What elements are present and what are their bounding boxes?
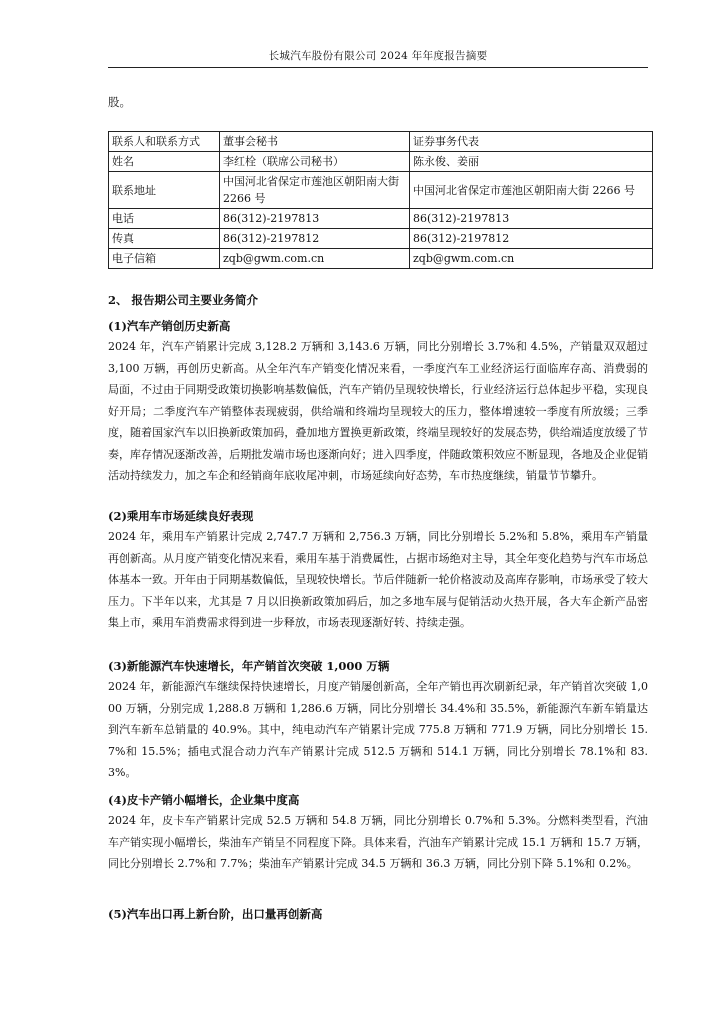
table-header-row: [109, 132, 653, 152]
subsection-body: 2024 年，乘用车产销累计完成 2,747.7 万辆和 2,756.3 万辆，同比分别增长 5.2%和 5.8%，乘用车产销量再创新高。从月度产销变化情况来看，乘用车基于消费属性，占据市场绝对主导，其全年变化趋势与汽车市场总体基本一致。开年由于同期基数偏低，呈现较快增长。节后伴随新一轮价格波动及高库存影响，市场承受了较大压力。下半年以来，尤其是 7 月以旧换新政策加码后，加之多地车展与促销活动火热开展，各大车企新产品密集上市，乘用车消费需求得到进一步释放，市场表现逐渐好转、持续走强。: [108, 530, 648, 629]
header-divider: [108, 67, 648, 68]
table-cell: 86(312)-2197812: [410, 229, 653, 249]
subsection-body: 2024 年，皮卡车产销累计完成 52.5 万辆和 54.8 万辆，同比分别增长 0.7%和 5.3%。分燃料类型看，汽油车产销实现小幅增长，柴油车产销呈不同程度下降。具体来看，汽油车产销累计完成 15.1 万辆和 15.7 万辆，同比分别增长 2.7%和 7.7%；柴油车产销累计完成 34.5 万辆和 36.3 万辆，同比分别下降 5.1%和 0.2%。: [108, 814, 648, 870]
subsection-body: 2024 年，新能源汽车继续保持快速增长，月度产销屡创新高，全年产销也再次刷新纪录，年产销首次突破 1,000 万辆，分别完成 1,288.8 万辆和 1,286.6 万辆，同比分别增长 34.4%和 35.5%，新能源汽车新车销量达到汽车新车总销量的 40.9%。其中，纯电动汽车产销累计完成 775.8 万辆和 771.9 万辆，同比分别增长 15.7%和 15.5%；插电式混合动力汽车产销累计完成 512.5 万辆和 514.1 万辆，同比分别增长 78.1%和 83.3%。: [108, 680, 648, 779]
subsection-title: (5)汽车出口再上新台阶，出口量再创新高: [108, 907, 323, 921]
table-cell: 中国河北省保定市莲池区朝阳南大街 2266 号: [220, 172, 410, 209]
table-cell-label: 电子信箱: [109, 249, 220, 269]
table-cell: 中国河北省保定市莲池区朝阳南大街 2266 号: [410, 172, 653, 209]
table-cell-label: 电话: [109, 209, 220, 229]
contact-info-table: [108, 131, 653, 269]
table-row: [109, 249, 653, 269]
table-cell: 李红栓（联席公司秘书）: [220, 152, 410, 172]
page-header-title: 长城汽车股份有限公司 2024 年年度报告摘要: [268, 50, 488, 62]
email-cell[interactable]: zqb@gwm.com.cn: [410, 249, 653, 269]
table-cell: 陈永俊、姜丽: [410, 152, 653, 172]
table-row: [109, 172, 653, 209]
subsection-title: (4)皮卡产销小幅增长，企业集中度高: [108, 793, 300, 807]
continued-text-fragment: 股。: [108, 95, 131, 109]
table-cell-label: 姓名: [109, 152, 220, 172]
subsection-body: 2024 年，汽车产销累计完成 3,128.2 万辆和 3,143.6 万辆，同比分别增长 3.7%和 4.5%，产销量双双超过 3,100 万辆，再创历史新高。从全年汽车产销变化情况来看，一季度汽车工业经济运行面临库存高、消费弱的局面，不过由于同期受政策切换影响基数偏低，汽车产销仍呈现较快增长，行业经济运行总体起步平稳，实现良好开局；二季度汽车产销整体表现疲弱，供给端和终端均呈现较大的压力，整体增速较一季度有所放缓；三季度，随着国家汽车以旧换新政策加码，叠加地方置换更新政策，终端呈现较好的发展态势，供给端适度放缓了节奏，库存情况逐渐改善，后期批发端市场也逐渐向好；进入四季度，伴随政策积效应不断显现，各地及企业促销活动持续发力，加之车企和经销商年底收尾冲刺，市场延续向好态势，车市热度继续，销量节节攀升。: [108, 340, 648, 482]
table-header-cell: 董事会秘书: [220, 132, 410, 152]
table-cell: 86(312)-2197812: [220, 229, 410, 249]
table-header-cell: 联系人和联系方式: [109, 132, 220, 152]
table-cell: 86(312)-2197813: [220, 209, 410, 229]
subsection-title: (2)乘用车市场延续良好表现: [108, 509, 254, 523]
table-row: [109, 209, 653, 229]
subsection-title: (1)汽车产销创历史新高: [108, 319, 231, 333]
table-cell-label: 传真: [109, 229, 220, 249]
table-row: [109, 229, 653, 249]
email-cell[interactable]: zqb@gwm.com.cn: [220, 249, 410, 269]
table-header-cell: 证券事务代表: [410, 132, 653, 152]
subsection-title: (3)新能源汽车快速增长，年产销首次突破 1,000 万辆: [108, 659, 390, 673]
table-row: [109, 152, 653, 172]
table-cell-label: 联系地址: [109, 172, 220, 209]
table-cell: 86(312)-2197813: [410, 209, 653, 229]
section-title: 2、 报告期公司主要业务简介: [108, 293, 259, 307]
